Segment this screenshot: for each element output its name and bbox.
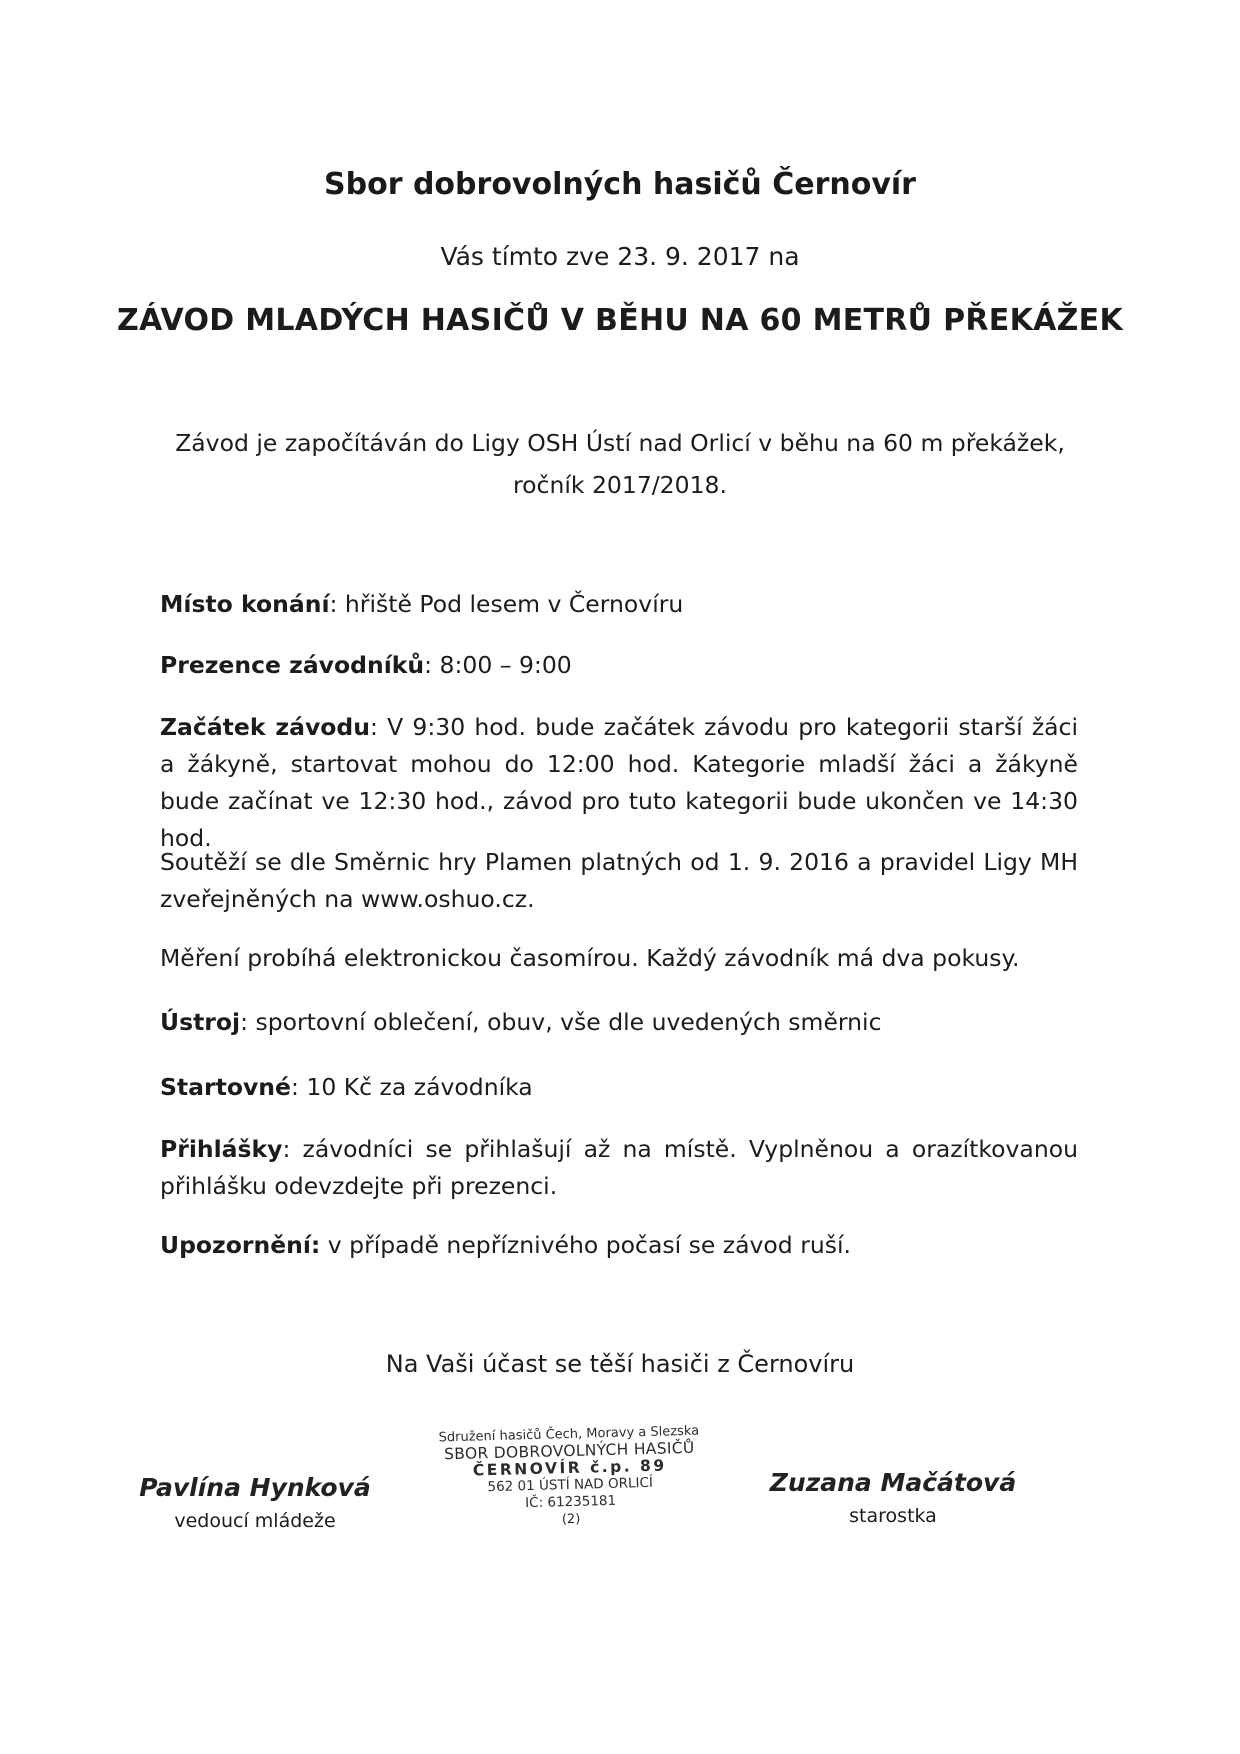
signature-right-name: Zuzana Mačátová bbox=[769, 1468, 1017, 1497]
stamp-line-3: ČERNOVÍR č.p. 89 bbox=[472, 1456, 667, 1480]
registration-text: : závodníci se přihlašují až na místě. Vyplněnou a orazítkovanou přihlášku odevzdejte při prezenci. bbox=[160, 1135, 1078, 1200]
event-title: ZÁVOD MLADÝCH HASIČŮ V BĚHU NA 60 METRŮ PŘEKÁŽEK bbox=[116, 303, 1124, 338]
fee-label: Startovné bbox=[160, 1073, 291, 1101]
start-paragraph bbox=[160, 709, 1078, 857]
gear-text: : sportovní oblečení, obuv, vše dle uvedených směrnic bbox=[240, 1008, 882, 1036]
organization-title: Sbor dobrovolných hasičů Černovír bbox=[324, 167, 916, 202]
gear-paragraph bbox=[160, 1004, 1078, 1041]
timing-paragraph: Měření probíhá elektronickou časomírou. Každý závodník má dva pokusy. bbox=[160, 944, 1020, 972]
intro-line-1: Závod je započítáván do Ligy OSH Ústí nad Orlicí v běhu na 60 m překážek, bbox=[175, 429, 1065, 457]
fee-paragraph bbox=[160, 1069, 1078, 1106]
rules-paragraph: Soutěží se dle Směrnic hry Plamen platných od 1. 9. 2016 a pravidel Ligy MH zveřejněných na www.oshuo.cz. bbox=[160, 848, 1078, 913]
presence-label: Prezence závodníků bbox=[160, 651, 425, 679]
registration-paragraph bbox=[160, 1131, 1078, 1205]
stamp-line-5: IČ: 61235181 bbox=[524, 1492, 617, 1512]
presence-text: : 8:00 – 9:00 bbox=[424, 651, 572, 679]
closing-line: Na Vaši účast se těší hasiči z Černovíru bbox=[385, 1350, 855, 1378]
notice-text: v případě nepříznivého počasí se závod ruší. bbox=[320, 1231, 851, 1259]
stamp-line-1: Sdružení hasičů Čech, Moravy a Slezska bbox=[438, 1423, 700, 1446]
venue-paragraph bbox=[160, 586, 1078, 623]
venue-label: Místo konání bbox=[160, 590, 330, 618]
gear-label: Ústroj bbox=[160, 1008, 241, 1036]
invitation-line: Vás tímto zve 23. 9. 2017 na bbox=[440, 242, 800, 271]
start-text: : V 9:30 hod. bude začátek závodu pro kategorii starší žáci a žákyně, startovat mohou do 12:00 hod. Kategorie mladší žáci a žákyně bude začínat ve 12:30 hod., závod pro tuto kategorii bude ukončen ve 14:30 hod. bbox=[160, 713, 1079, 852]
registration-label: Přihlášky bbox=[160, 1135, 283, 1163]
signature-left bbox=[95, 1473, 415, 1532]
fee-text: : 10 Kč za závodníka bbox=[290, 1073, 533, 1101]
stamp-line-6: (2) bbox=[561, 1511, 581, 1528]
stamp-line-4: 562 01 ÚSTÍ NAD ORLICÍ bbox=[487, 1474, 654, 1496]
signature-right-role: starostka bbox=[849, 1505, 937, 1527]
start-label: Začátek závodu bbox=[160, 713, 370, 741]
official-stamp bbox=[419, 1422, 722, 1532]
signature-left-role: vedoucí mládeže bbox=[174, 1510, 336, 1532]
notice-paragraph bbox=[160, 1227, 1078, 1264]
intro-line-2: ročník 2017/2018. bbox=[513, 471, 727, 499]
venue-text: : hřiště Pod lesem v Černovíru bbox=[329, 590, 684, 618]
intro-paragraph bbox=[120, 422, 1120, 506]
presence-paragraph bbox=[160, 647, 1078, 684]
signature-right bbox=[733, 1468, 1053, 1527]
signature-left-name: Pavlína Hynková bbox=[139, 1473, 371, 1502]
notice-label: Upozornění: bbox=[160, 1231, 321, 1259]
stamp-line-2: SBOR DOBROVOLNÝCH HASIČŮ bbox=[443, 1438, 695, 1464]
